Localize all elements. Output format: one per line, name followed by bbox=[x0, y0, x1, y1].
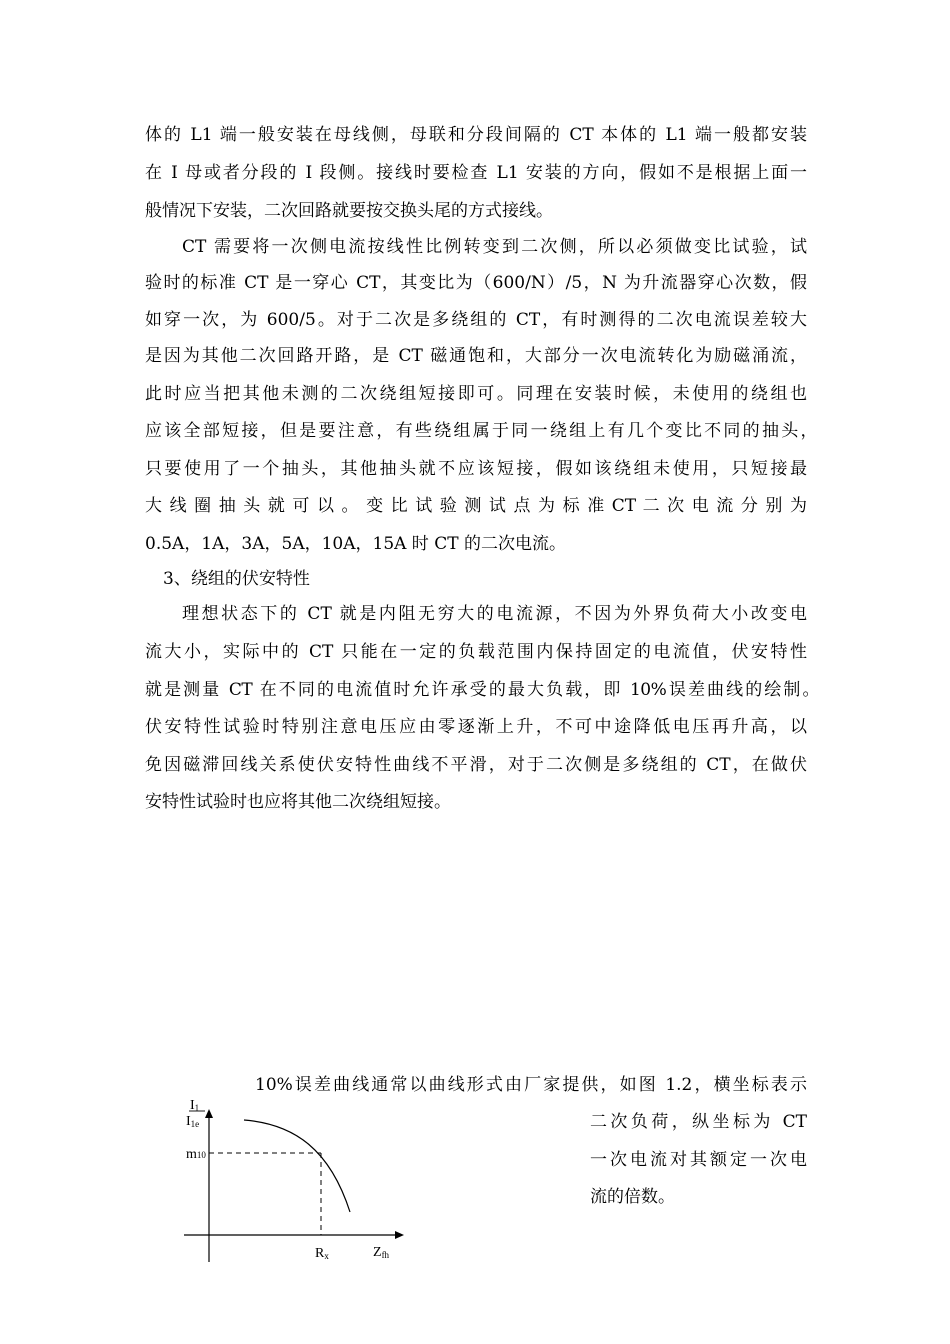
paragraph-4-line-4: 流的倍数。 bbox=[590, 1187, 675, 1207]
paragraph-4-line-1: 10%误差曲线通常以曲线形式由厂家提供，如图 1.2，横坐标表示 bbox=[255, 1075, 807, 1095]
paragraph-3-line-6: 安特性试验时也应将其他二次绕组短接。 bbox=[145, 792, 451, 812]
paragraph-2-line-1: CT 需要将一次侧电流按线性比例转变到二次侧，所以必须做变比试验，试 bbox=[182, 237, 807, 257]
error-curve-figure bbox=[170, 1090, 410, 1270]
paragraph-2-line-3: 如穿一次，为 600/5。对于二次是多绕组的 CT，有时测得的二次电流误差较大 bbox=[145, 310, 807, 330]
paragraph-3-line-2: 流大小，实际中的 CT 只能在一定的负载范围内保持固定的电流值，伏安特性 bbox=[145, 642, 807, 662]
section-heading: 3、绕组的伏安特性 bbox=[163, 569, 310, 589]
paragraph-2-line-6: 应该全部短接，但是要注意，有些绕组属于同一绕组上有几个变比不同的抽头， bbox=[145, 421, 817, 441]
paragraph-1-line-1: 体的 L1 端一般安装在母线侧，母联和分段间隔的 CT 本体的 L1 端一般都安装 bbox=[145, 125, 807, 145]
paragraph-2-line-5: 此时应当把其他未测的二次绕组短接即可。同理在安装时候，未使用的绕组也 bbox=[145, 384, 807, 404]
paragraph-3-line-4: 伏安特性试验时特别注意电压应由零逐渐上升，不可中途降低电压再升高，以 bbox=[145, 717, 807, 737]
paragraph-2-line-2: 验时的标准 CT 是一穿心 CT，其变比为（600/N）/5，N 为升流器穿心次数，假 bbox=[145, 273, 807, 293]
error-curve bbox=[244, 1120, 350, 1212]
paragraph-2-line-9: 0.5A，1A，3A，5A，10A，15A 时 CT 的二次电流。 bbox=[145, 534, 566, 554]
y-axis-arrow bbox=[205, 1109, 213, 1118]
y-label-numerator: I1 bbox=[190, 1098, 200, 1113]
y-label-denominator: I1e bbox=[186, 1114, 200, 1129]
paragraph-3-line-5: 免因磁滞回线关系使伏安特性曲线不平滑，对于二次侧是多绕组的 CT，在做伏 bbox=[145, 755, 807, 775]
paragraph-2-line-4: 是因为其他二次回路开路，是 CT 磁通饱和，大部分一次电流转化为励磁涌流， bbox=[145, 346, 807, 366]
paragraph-1-line-3: 般情况下安装，二次回路就要按交换头尾的方式接线。 bbox=[145, 201, 553, 221]
paragraph-4-line-2: 二次负荷，纵坐标为 CT bbox=[590, 1112, 807, 1132]
x-axis-arrow bbox=[395, 1231, 404, 1239]
paragraph-2-line-7: 只要使用了一个抽头，其他抽头就不应该短接，假如该绕组未使用，只短接最 bbox=[145, 459, 807, 479]
paragraph-4-line-3: 一次电流对其额定一次电 bbox=[590, 1150, 807, 1170]
paragraph-1-line-2: 在 I 母或者分段的 I 段侧。接线时要检查 L1 安装的方向，假如不是根据上面一 bbox=[145, 163, 807, 183]
paragraph-3-line-3: 就是测量 CT 在不同的电流值时允许承受的最大负载，即 10%误差曲线的绘制。 bbox=[145, 680, 819, 700]
paragraph-2-line-8: 大 线 圈 抽 头 就 可 以 。 变 比 试 验 测 试 点 为 标 准 CT 二 次 电 流 分 别 为 bbox=[145, 496, 807, 516]
rx-label: Rx bbox=[315, 1246, 329, 1261]
m10-label: m10 bbox=[186, 1147, 206, 1162]
x-axis-label: Zfh bbox=[373, 1245, 390, 1260]
paragraph-3-line-1: 理想状态下的 CT 就是内阻无穷大的电流源，不因为外界负荷大小改变电 bbox=[182, 604, 807, 624]
